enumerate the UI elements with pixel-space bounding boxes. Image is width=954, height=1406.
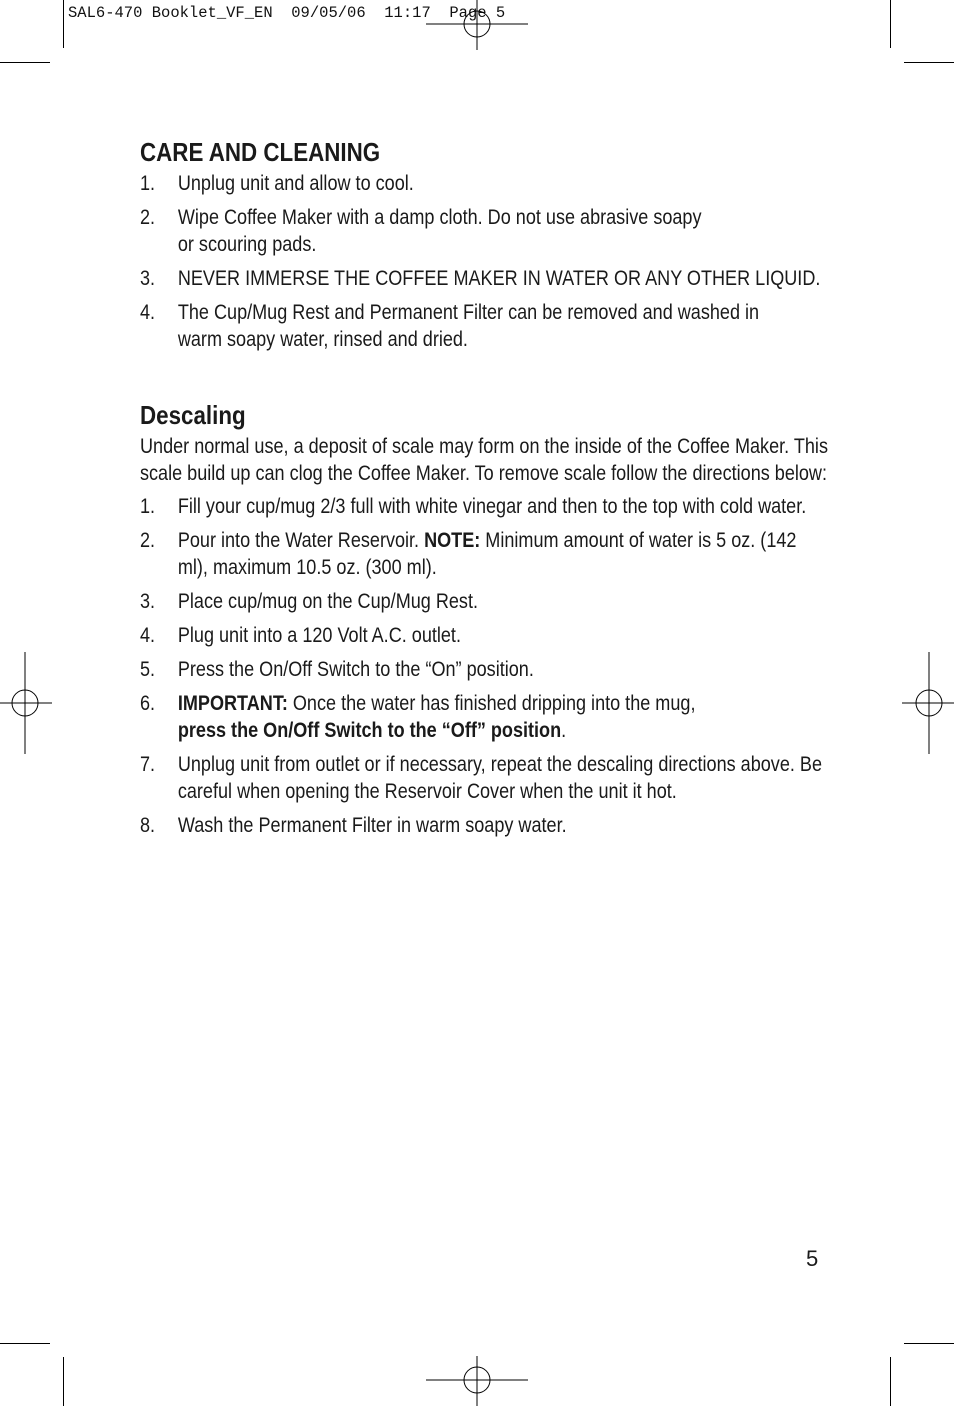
list-item: 4. Plug unit into a 120 Volt A.C. outlet. (140, 624, 461, 647)
list-item: 5. Press the On/Off Switch to the “On” position. (140, 658, 534, 681)
list-item: 2. Pour into the Water Reservoir. NOTE: Minimum amount of water is 5 oz. (142 ml), maximum 10.5 oz. (300 ml). (140, 529, 797, 579)
registration-mark-bottom (426, 1356, 528, 1406)
list-item: 3. Place cup/mug on the Cup/Mug Rest. (140, 590, 479, 613)
descaling-intro: Under normal use, a deposit of scale may form on the inside of the Coffee Maker. This scale build up can clog the Coffee Maker. To remove scale follow the directions below: (140, 435, 828, 485)
care-title: CARE AND CLEANING (140, 137, 381, 167)
list-item: 8. Wash the Permanent Filter in warm soapy water. (140, 814, 567, 837)
list-item: 7. Unplug unit from outlet or if necessary, repeat the descaling directions above. Be careful when opening the Reservoir Cover when the unit it hot. (140, 753, 823, 803)
list-item: 3. NEVER IMMERSE THE COFFEE MAKER IN WATER OR ANY OTHER LIQUID. (140, 267, 821, 290)
descaling-list (140, 493, 830, 839)
list-item: 1. Fill your cup/mug 2/3 full with white vinegar and then to the top with cold water. (140, 495, 807, 518)
registration-mark-top (426, 0, 528, 52)
list-item: 6. IMPORTANT: Once the water has finished dripping into the mug, press the On/Off Switch to the “Off” position. (140, 692, 696, 742)
registration-mark-right (902, 652, 954, 754)
page-content (140, 134, 830, 846)
registration-mark-left (0, 652, 52, 754)
descaling-title: Descaling (140, 400, 246, 430)
list-item: 1. Unplug unit and allow to cool. (140, 172, 414, 195)
page-number: 5 (806, 1246, 819, 1271)
list-item: 4. The Cup/Mug Rest and Permanent Filter can be removed and washed in warm soapy water, rinsed and dried. (140, 301, 760, 351)
print-slug: SAL6-470 Booklet_VF_EN 09/05/06 11:17 Page 5 (68, 4, 506, 22)
care-list (140, 170, 830, 353)
list-item: 2. Wipe Coffee Maker with a damp cloth. Do not use abrasive soapy or scouring pads. (140, 206, 702, 256)
